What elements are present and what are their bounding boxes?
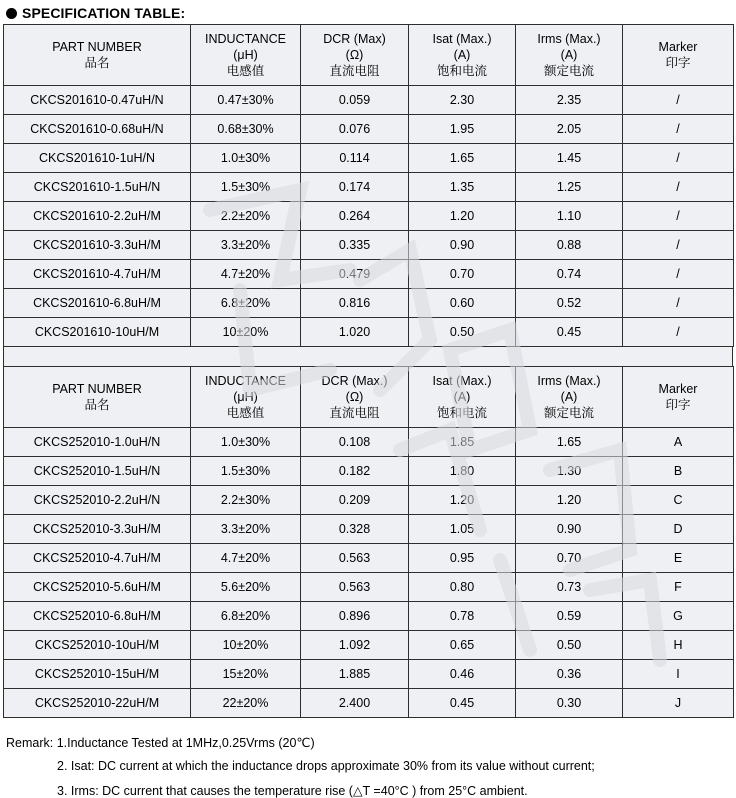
table-cell: 2.2±30% bbox=[191, 486, 301, 515]
table-cell: 0.70 bbox=[409, 260, 516, 289]
header-text: Marker bbox=[658, 40, 698, 54]
table-cell: 0.328 bbox=[301, 515, 409, 544]
table-cell: 1.20 bbox=[409, 202, 516, 231]
table-cell: CKCS252010-1.5uH/N bbox=[4, 457, 191, 486]
table-cell: CKCS252010-15uH/M bbox=[4, 660, 191, 689]
table-cell: / bbox=[623, 260, 734, 289]
table-cell: 1.85 bbox=[409, 428, 516, 457]
table-cell: 0.95 bbox=[409, 544, 516, 573]
header-text: (Ω) bbox=[345, 390, 364, 404]
table-cell: 0.46 bbox=[409, 660, 516, 689]
table-cell: 0.52 bbox=[516, 289, 623, 318]
table-cell: 1.25 bbox=[516, 173, 623, 202]
header-text: 品名 bbox=[84, 56, 110, 70]
table-cell: 0.45 bbox=[409, 689, 516, 718]
table-cell: G bbox=[623, 602, 734, 631]
table-cell: 0.47±30% bbox=[191, 86, 301, 115]
table-cell: CKCS252010-10uH/M bbox=[4, 631, 191, 660]
table-cell: 10±20% bbox=[191, 631, 301, 660]
table-cell: 1.0±30% bbox=[191, 144, 301, 173]
table-cell: CKCS252010-5.6uH/M bbox=[4, 573, 191, 602]
table-cell: 0.816 bbox=[301, 289, 409, 318]
table-cell: / bbox=[623, 318, 734, 347]
table-cell: 0.73 bbox=[516, 573, 623, 602]
table-row bbox=[4, 173, 734, 202]
table-cell: C bbox=[623, 486, 734, 515]
table-cell: CKCS201610-1.5uH/N bbox=[4, 173, 191, 202]
header-text: 额定电流 bbox=[543, 64, 594, 78]
spec-table-252010 bbox=[3, 366, 734, 718]
column-header bbox=[409, 25, 516, 86]
table-cell: 0.88 bbox=[516, 231, 623, 260]
table-cell: 0.50 bbox=[409, 318, 516, 347]
table-cell: 2.30 bbox=[409, 86, 516, 115]
table-cell: CKCS201610-10uH/M bbox=[4, 318, 191, 347]
header-text: Marker bbox=[658, 382, 698, 396]
table-row bbox=[4, 115, 734, 144]
header-text: DCR (Max) bbox=[323, 32, 386, 46]
table-cell: 0.90 bbox=[409, 231, 516, 260]
column-header bbox=[301, 367, 409, 428]
table-cell: 0.076 bbox=[301, 115, 409, 144]
remark-line: Remark: 1.Inductance Tested at 1MHz,0.25Vrms (20℃) bbox=[6, 736, 315, 750]
column-header bbox=[409, 367, 516, 428]
table-cell: 0.50 bbox=[516, 631, 623, 660]
table-cell: 0.563 bbox=[301, 544, 409, 573]
column-header bbox=[516, 367, 623, 428]
table-cell: CKCS201610-3.3uH/M bbox=[4, 231, 191, 260]
table-cell: 2.2±20% bbox=[191, 202, 301, 231]
table-row bbox=[4, 318, 734, 347]
header-text: (A) bbox=[560, 48, 578, 62]
table-cell: CKCS201610-0.47uH/N bbox=[4, 86, 191, 115]
table-cell: 4.7±20% bbox=[191, 260, 301, 289]
table-cell: 1.05 bbox=[409, 515, 516, 544]
table-cell: 0.209 bbox=[301, 486, 409, 515]
header-text: INDUCTANCE bbox=[204, 32, 287, 46]
table-cell: 0.174 bbox=[301, 173, 409, 202]
header-text: PART NUMBER bbox=[52, 40, 142, 54]
header-text: 额定电流 bbox=[543, 406, 594, 420]
table-row bbox=[4, 457, 734, 486]
table-cell: CKCS252010-1.0uH/N bbox=[4, 428, 191, 457]
column-header bbox=[191, 367, 301, 428]
table-cell: 0.114 bbox=[301, 144, 409, 173]
spec-tables bbox=[3, 24, 733, 718]
table-cell: 10±20% bbox=[191, 318, 301, 347]
table-cell: / bbox=[623, 202, 734, 231]
table-cell: 0.59 bbox=[516, 602, 623, 631]
table-row bbox=[4, 260, 734, 289]
header-text: (μH) bbox=[233, 390, 258, 404]
table-cell: 0.78 bbox=[409, 602, 516, 631]
header-text: DCR (Max.) bbox=[321, 374, 388, 388]
table-cell: / bbox=[623, 115, 734, 144]
table-cell: 0.45 bbox=[516, 318, 623, 347]
table-row bbox=[4, 602, 734, 631]
table-cell: 2.35 bbox=[516, 86, 623, 115]
table-cell: / bbox=[623, 289, 734, 318]
table-cell: 6.8±20% bbox=[191, 289, 301, 318]
table-cell: 1.30 bbox=[516, 457, 623, 486]
table-cell: / bbox=[623, 173, 734, 202]
table-cell: CKCS252010-4.7uH/M bbox=[4, 544, 191, 573]
table-row bbox=[4, 544, 734, 573]
table-cell: / bbox=[623, 144, 734, 173]
table-cell: 1.95 bbox=[409, 115, 516, 144]
table-cell: H bbox=[623, 631, 734, 660]
table-cell: I bbox=[623, 660, 734, 689]
table-cell: 1.20 bbox=[516, 486, 623, 515]
remark-line: 3. Irms: DC current that causes the temperature rise (△T =40°C ) from 25°C ambient. bbox=[57, 784, 528, 798]
table-row bbox=[4, 515, 734, 544]
table-row bbox=[4, 486, 734, 515]
table-cell: / bbox=[623, 86, 734, 115]
table-cell: CKCS201610-4.7uH/M bbox=[4, 260, 191, 289]
table-cell: 3.3±20% bbox=[191, 231, 301, 260]
section-heading bbox=[4, 2, 185, 24]
header-text: (Ω) bbox=[345, 48, 364, 62]
header-text: Irms (Max.) bbox=[537, 374, 601, 388]
column-header bbox=[623, 367, 734, 428]
table-cell: 1.80 bbox=[409, 457, 516, 486]
table-cell: E bbox=[623, 544, 734, 573]
table-cell: 3.3±20% bbox=[191, 515, 301, 544]
table-cell: CKCS201610-2.2uH/M bbox=[4, 202, 191, 231]
table-row bbox=[4, 428, 734, 457]
table-row bbox=[4, 660, 734, 689]
header-text: (A) bbox=[560, 390, 578, 404]
table-cell: 1.65 bbox=[516, 428, 623, 457]
header-text: 电感值 bbox=[226, 406, 265, 420]
table-cell: J bbox=[623, 689, 734, 718]
table-row bbox=[4, 231, 734, 260]
table-cell: 15±20% bbox=[191, 660, 301, 689]
table-cell: B bbox=[623, 457, 734, 486]
remark-line: 2. Isat: DC current at which the inductance drops approximate 30% from its value without current; bbox=[57, 759, 595, 773]
table-row bbox=[4, 86, 734, 115]
table-cell: 1.65 bbox=[409, 144, 516, 173]
header-text: 电感值 bbox=[226, 64, 265, 78]
table-cell: 0.059 bbox=[301, 86, 409, 115]
table-cell: 2.400 bbox=[301, 689, 409, 718]
column-header bbox=[516, 25, 623, 86]
table-cell: 1.35 bbox=[409, 173, 516, 202]
table-cell: 0.264 bbox=[301, 202, 409, 231]
table-cell: 0.335 bbox=[301, 231, 409, 260]
header-text: 直流电阻 bbox=[329, 64, 380, 78]
table-cell: 1.45 bbox=[516, 144, 623, 173]
table-cell: 0.36 bbox=[516, 660, 623, 689]
header-text: 印字 bbox=[665, 398, 691, 412]
table-cell: 1.885 bbox=[301, 660, 409, 689]
table-cell: 1.092 bbox=[301, 631, 409, 660]
table-cell: 0.563 bbox=[301, 573, 409, 602]
spec-table-201610 bbox=[3, 24, 734, 347]
table-cell: 0.90 bbox=[516, 515, 623, 544]
table-cell: 6.8±20% bbox=[191, 602, 301, 631]
header-text: (A) bbox=[453, 390, 471, 404]
table-cell: 2.05 bbox=[516, 115, 623, 144]
table-cell: 0.60 bbox=[409, 289, 516, 318]
table-cell: 0.68±30% bbox=[191, 115, 301, 144]
table-cell: 22±20% bbox=[191, 689, 301, 718]
table-cell: 1.5±30% bbox=[191, 173, 301, 202]
table-row bbox=[4, 689, 734, 718]
header-text: Isat (Max.) bbox=[432, 374, 492, 388]
table-cell: CKCS201610-0.68uH/N bbox=[4, 115, 191, 144]
column-header bbox=[4, 25, 191, 86]
table-cell: 1.10 bbox=[516, 202, 623, 231]
table-cell: 0.70 bbox=[516, 544, 623, 573]
header-row bbox=[4, 367, 734, 428]
table-row bbox=[4, 573, 734, 602]
table-cell: 1.20 bbox=[409, 486, 516, 515]
header-text: Isat (Max.) bbox=[432, 32, 492, 46]
bullet-icon bbox=[6, 8, 17, 19]
header-text: Irms (Max.) bbox=[537, 32, 601, 46]
table-cell: CKCS201610-1uH/N bbox=[4, 144, 191, 173]
table-row bbox=[4, 631, 734, 660]
table-cell: CKCS252010-2.2uH/N bbox=[4, 486, 191, 515]
table-row bbox=[4, 289, 734, 318]
header-text: 直流电阻 bbox=[329, 406, 380, 420]
table-cell: 0.80 bbox=[409, 573, 516, 602]
table-cell: 1.020 bbox=[301, 318, 409, 347]
header-text: (A) bbox=[453, 48, 471, 62]
header-text: 品名 bbox=[84, 398, 110, 412]
table-cell: 0.896 bbox=[301, 602, 409, 631]
table-cell: 0.74 bbox=[516, 260, 623, 289]
table-cell: CKCS252010-3.3uH/M bbox=[4, 515, 191, 544]
table-cell: CKCS252010-22uH/M bbox=[4, 689, 191, 718]
table-cell: D bbox=[623, 515, 734, 544]
header-text: 饱和电流 bbox=[436, 406, 487, 420]
column-header bbox=[4, 367, 191, 428]
column-header bbox=[191, 25, 301, 86]
table-cell: / bbox=[623, 231, 734, 260]
table-cell: CKCS201610-6.8uH/M bbox=[4, 289, 191, 318]
column-header bbox=[623, 25, 734, 86]
table-cell: CKCS252010-6.8uH/M bbox=[4, 602, 191, 631]
table-cell: 0.108 bbox=[301, 428, 409, 457]
table-cell: 4.7±20% bbox=[191, 544, 301, 573]
header-text: INDUCTANCE bbox=[204, 374, 287, 388]
table-row bbox=[4, 202, 734, 231]
table-cell: 0.30 bbox=[516, 689, 623, 718]
header-text: (μH) bbox=[233, 48, 258, 62]
table-row bbox=[4, 144, 734, 173]
table-cell: A bbox=[623, 428, 734, 457]
column-header bbox=[301, 25, 409, 86]
header-text: PART NUMBER bbox=[52, 382, 142, 396]
table-cell: 1.5±30% bbox=[191, 457, 301, 486]
table-cell: 1.0±30% bbox=[191, 428, 301, 457]
table-cell: 5.6±20% bbox=[191, 573, 301, 602]
table-cell: F bbox=[623, 573, 734, 602]
header-row bbox=[4, 25, 734, 86]
header-text: 饱和电流 bbox=[436, 64, 487, 78]
table-cell: 0.479 bbox=[301, 260, 409, 289]
table-cell: 0.182 bbox=[301, 457, 409, 486]
table-gap bbox=[3, 347, 733, 366]
header-text: 印字 bbox=[665, 56, 691, 70]
table-cell: 0.65 bbox=[409, 631, 516, 660]
heading-text: SPECIFICATION TABLE: bbox=[22, 5, 186, 21]
